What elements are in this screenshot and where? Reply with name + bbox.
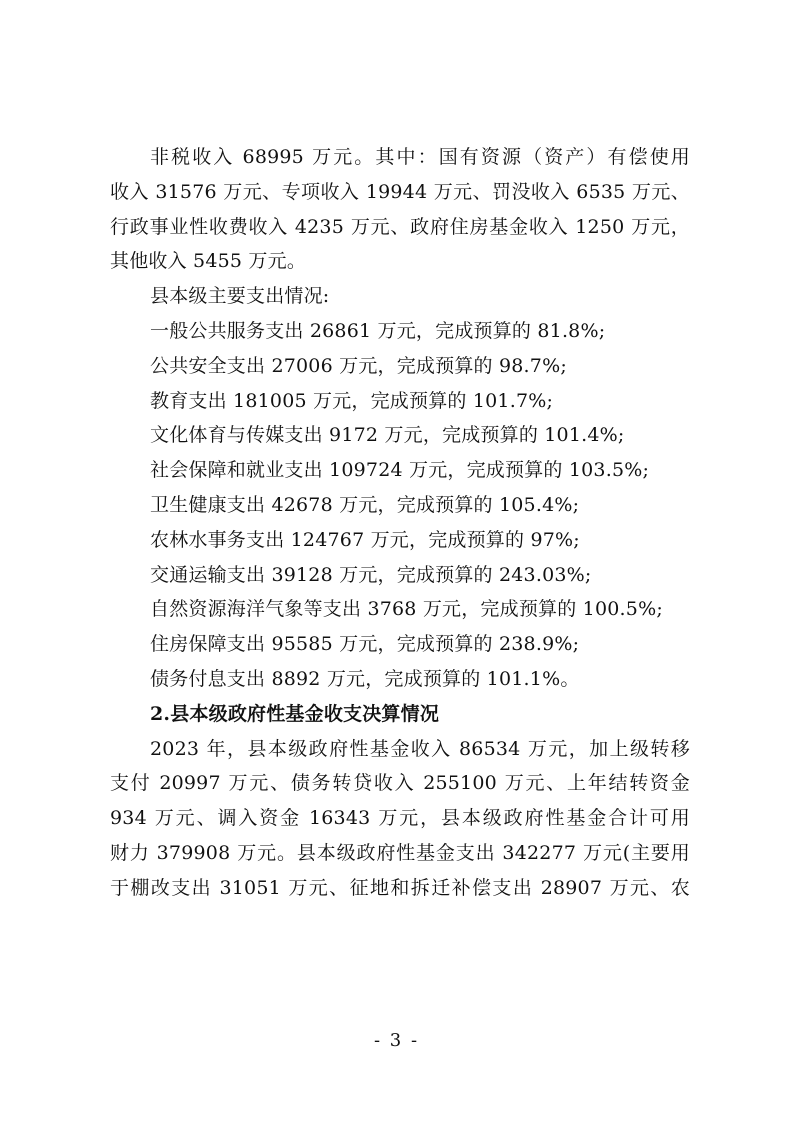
expenditure-item: 文化体育与传媒支出 9172 万元，完成预算的 101.4%; bbox=[150, 424, 625, 447]
paragraph-line: 934 万元、调入资金 16343 万元，县本级政府性基金合计可用 bbox=[110, 807, 690, 830]
body-text bbox=[110, 140, 690, 906]
section-intro: 县本级主要支出情况: bbox=[150, 285, 330, 308]
expenditure-item: 交通运输支出 39128 万元，完成预算的 243.03%; bbox=[150, 563, 592, 586]
paragraph-line: 财力 379908 万元。县本级政府性基金支出 342277 万元(主要用 bbox=[110, 841, 690, 864]
paragraph-line: 行政事业性收费收入 4235 万元、政府住房基金收入 1250 万元， bbox=[110, 215, 690, 238]
expenditure-item: 农林水事务支出 124767 万元，完成预算的 97%; bbox=[150, 528, 580, 551]
expenditure-item: 一般公共服务支出 26861 万元，完成预算的 81.8%; bbox=[150, 319, 606, 342]
paragraph-line: 2023 年，县本级政府性基金收入 86534 万元，加上级转移 bbox=[150, 737, 690, 760]
page-number: - 3 - bbox=[373, 1030, 420, 1051]
expenditure-item: 住房保障支出 95585 万元，完成预算的 238.9%; bbox=[150, 633, 580, 656]
expenditure-item: 自然资源海洋气象等支出 3768 万元，完成预算的 100.5%; bbox=[150, 598, 663, 621]
section-heading: 2.县本级政府性基金收支决算情况 bbox=[150, 702, 440, 725]
expenditure-item: 卫生健康支出 42678 万元，完成预算的 105.4%; bbox=[150, 493, 580, 516]
expenditure-item: 债务付息支出 8892 万元，完成预算的 101.1%。 bbox=[150, 667, 580, 690]
paragraph-line: 其他收入 5455 万元。 bbox=[110, 250, 307, 273]
expenditure-item: 公共安全支出 27006 万元，完成预算的 98.7%; bbox=[150, 354, 567, 377]
paragraph-line: 非税收入 68995 万元。其中：国有资源（资产）有偿使用 bbox=[150, 146, 690, 168]
expenditure-item: 教育支出 181005 万元，完成预算的 101.7%; bbox=[150, 389, 554, 412]
paragraph-line: 于棚改支出 31051 万元、征地和拆迁补偿支出 28907 万元、农 bbox=[110, 876, 690, 899]
expenditure-item: 社会保障和就业支出 109724 万元，完成预算的 103.5%; bbox=[150, 459, 650, 482]
paragraph-line: 支付 20997 万元、债务转贷收入 255100 万元、上年结转资金 bbox=[110, 772, 690, 795]
paragraph-line: 收入 31576 万元、专项收入 19944 万元、罚没收入 6535 万元、 bbox=[110, 180, 690, 203]
